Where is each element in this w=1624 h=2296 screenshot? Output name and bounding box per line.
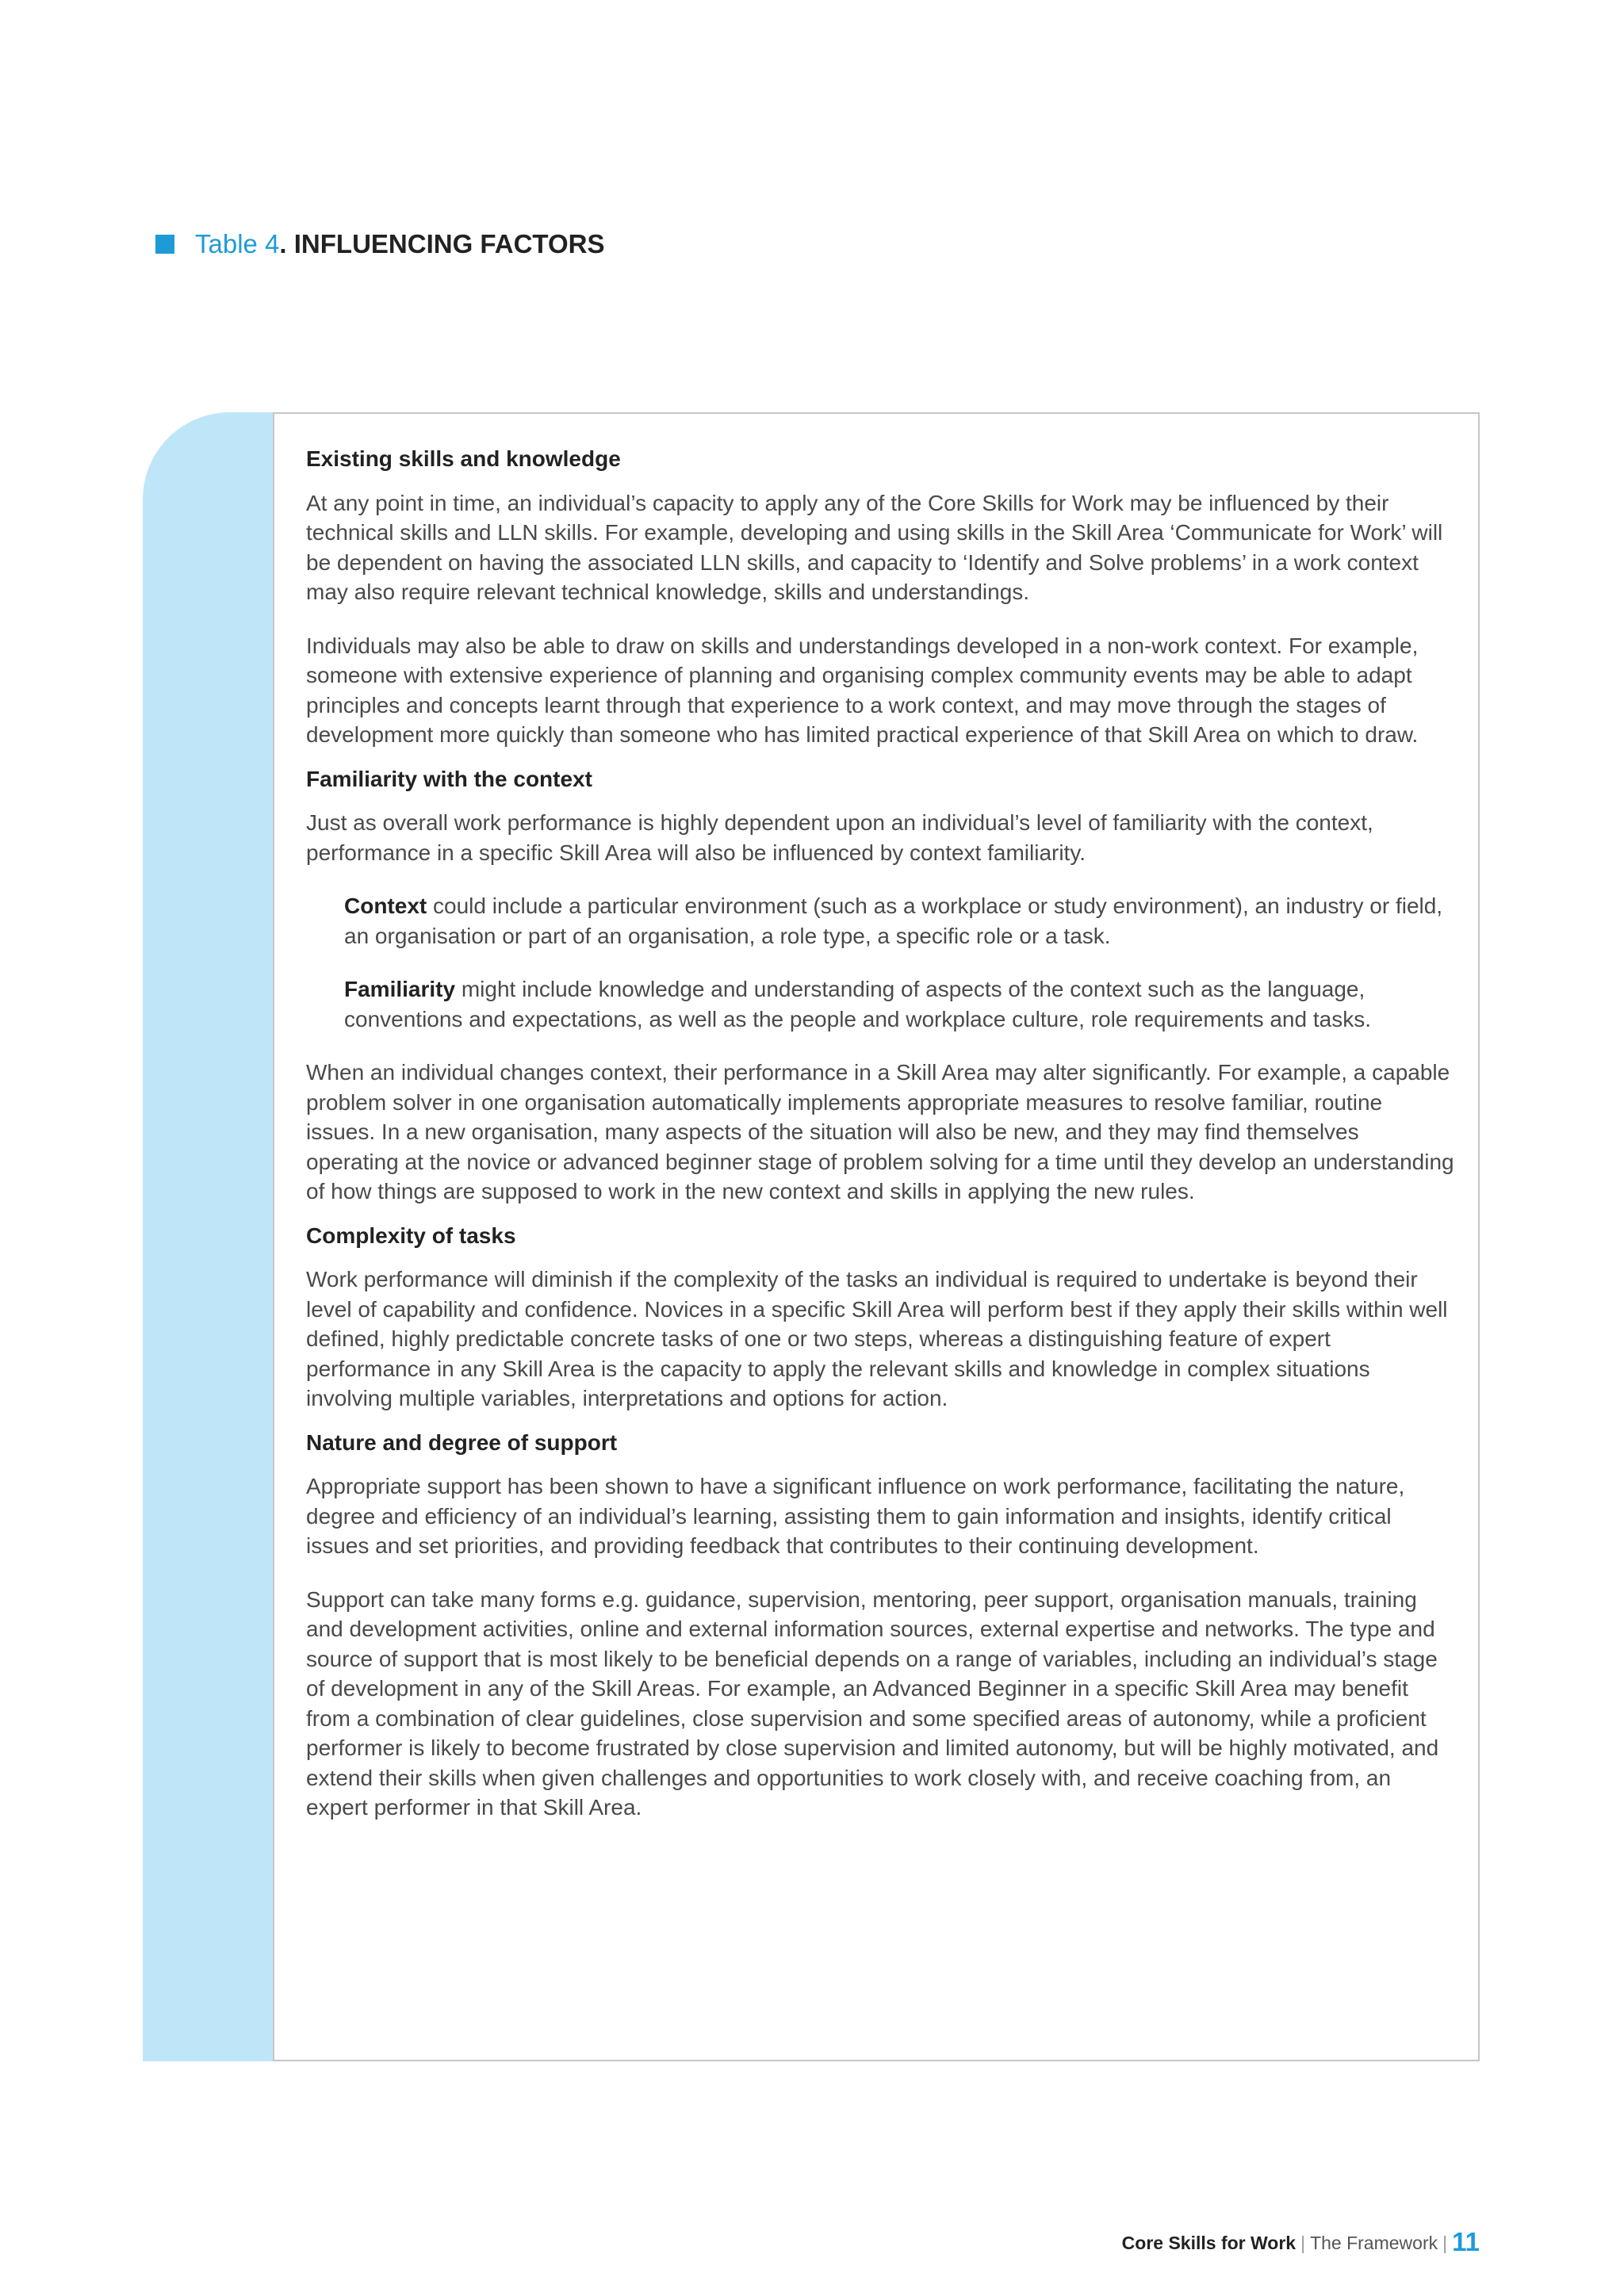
footer-document-title: Core Skills for Work — [1121, 2233, 1297, 2253]
definition-text: might include knowledge and understanding of aspects of the context such as the language, conventions and expectations, as well as the people and workplace culture, role requirements and tasks. — [344, 977, 1371, 1031]
decorative-side-band — [143, 412, 273, 2061]
page-footer — [1122, 2226, 1480, 2259]
paragraph: At any point in time, an individual’s capacity to apply any of the Core Skills for Work may be influenced by their technical skills and LLN skills. For example, developing and using skills in the Skill Area ‘Communicate for Work’ will be dependent on having the associated LLN skills, and capacity to ‘Identify and Solve problems’ in a work context may also require relevant technical knowledge, skills and understandings. — [306, 490, 1443, 604]
definition-context — [344, 891, 1456, 951]
footer-separator: | — [1442, 2233, 1448, 2253]
section-heading-complexity: Complexity of tasks — [306, 1223, 516, 1248]
table-heading — [155, 228, 605, 260]
influencing-factors-table — [273, 412, 1480, 2061]
footer-separator: | — [1300, 2233, 1306, 2253]
section-heading-support: Nature and degree of support — [306, 1429, 618, 1455]
definition-term: Context — [344, 894, 427, 918]
paragraph: Just as overall work performance is highly dependent upon an individual’s level of familiarity with the context, performance in a specific Skill Area will also be influenced by context familiarity. — [306, 810, 1373, 865]
definition-familiarity — [344, 974, 1456, 1034]
paragraph: Appropriate support has been shown to have a significant influence on work performance, facilitating the nature, degree and efficiency of an individual’s learning, assisting them to gain information and insights, identify critical issues and set priorities, and providing feedback that contributes to their continuing development. — [306, 1474, 1405, 1558]
section-heading-existing-skills: Existing skills and knowledge — [306, 446, 621, 471]
paragraph: Support can take many forms e.g. guidance, supervision, mentoring, peer support, organisation manuals, training and development activities, online and external information sources, external expertise and networks. The type and source of support that is most likely to be beneficial depends on a range of variables, including an individual’s stage of development in any of the Skill Areas. For example, an Advanced Beginner in a specific Skill Area may benefit from a combination of clear guidelines, close supervision and some specified areas of autonomy, while a proficient performer is likely to become frustrated by close supervision and limited autonomy, but will be highly motivated, and extend their skills when given challenges and opportunities to work closely with, and receive coaching from, an expert performer in that Skill Area. — [306, 1586, 1439, 1820]
table-number: Table 4 — [195, 229, 280, 258]
table-title: . INFLUENCING FACTORS — [279, 229, 605, 258]
heading-bullet-square-icon — [155, 235, 174, 254]
section-heading-familiarity: Familiarity with the context — [306, 766, 592, 791]
paragraph: When an individual changes context, their performance in a Skill Area may alter significantly. For example, a capable problem solver in one organisation automatically implements appropriate measures to resolve familiar, routine issues. In a new organisation, many aspects of the situation will also be new, and they may find themselves operating at the novice or advanced beginner stage of problem solving for a time until they develop an understanding of how things are supposed to work in the new context and skills in applying the new rules. — [306, 1060, 1454, 1203]
page-number: 11 — [1452, 2227, 1480, 2256]
table-content — [306, 444, 1456, 1846]
definition-term: Familiarity — [344, 977, 456, 1001]
paragraph: Individuals may also be able to draw on skills and understandings developed in a non-work context. For example, someone with extensive experience of planning and organising complex community events may be able to adapt principles and concepts learnt through that experience to a work context, and may move through the stages of development more quickly than someone who has limited practical experience of that Skill Area on which to draw. — [306, 633, 1419, 747]
footer-section: The Framework — [1310, 2233, 1438, 2253]
definition-text: could include a particular environment (such as a workplace or study environment), an industry or field, an organisation or part of an organisation, a role type, a specific role or a task. — [344, 894, 1443, 948]
paragraph: Work performance will diminish if the complexity of the tasks an individual is required to undertake is beyond their level of capability and confidence. Novices in a specific Skill Area will perform best if they apply their skills within well defined, highly predictable concrete tasks of one or two steps, whereas a distinguishing feature of expert performance in any Skill Area is the capacity to apply the relevant skills and knowledge in complex situations involving multiple variables, interpretations and options for action. — [306, 1267, 1448, 1410]
